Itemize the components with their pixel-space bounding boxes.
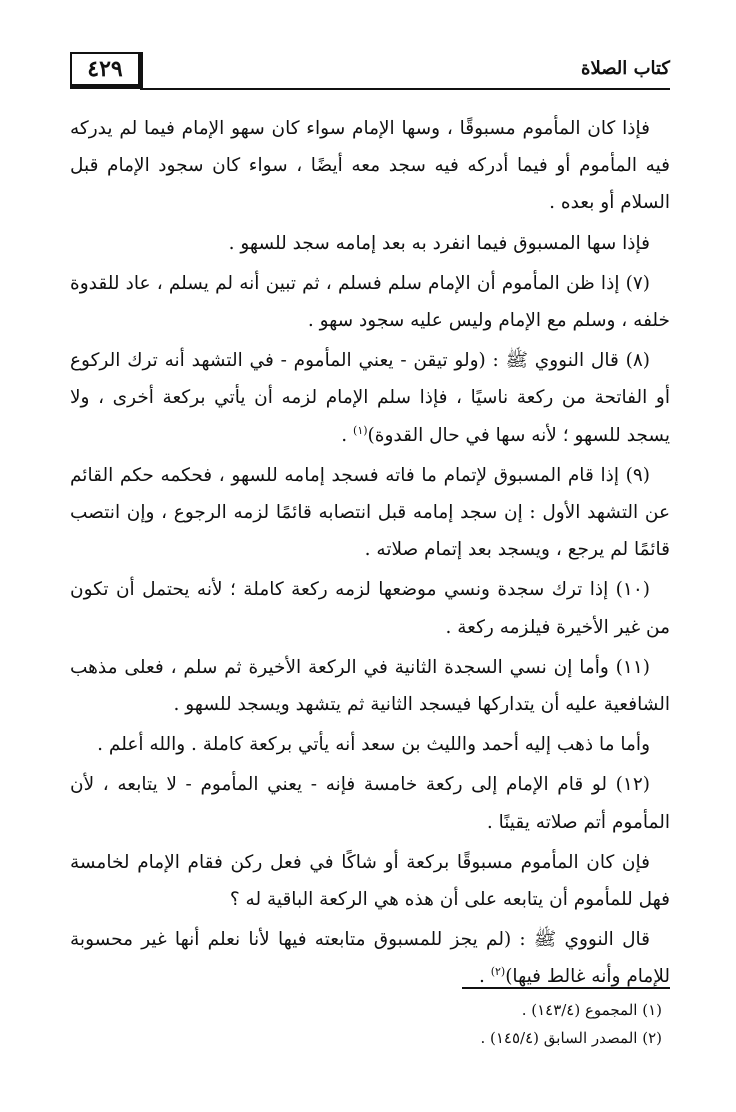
paragraph-3: (٧) إذا ظن المأموم أن الإمام سلم فسلم ، ثم تبين أنه لم يسلم ، عاد للقدوة خلفه ، وسلم مع الإمام وليس عليه سجود سهو . (70, 272, 670, 332)
paragraph-8: وأما ما ذهب إليه أحمد والليث بن سعد أنه يأتي بركعة كاملة . والله أعلم . (97, 734, 650, 756)
body-text (70, 110, 670, 999)
footnote-1: (١) المجموع (١٤٣/٤) . (521, 1001, 662, 1019)
paragraph-10: فإن كان المأموم مسبوقًا بركعة أو شاكًا في فعل ركن فقام الإمام لخامسة فهل للمأموم أن يتابعه على أن هذه هي الركعة الباقية له ؟ (70, 851, 670, 911)
footnote-2: (٢) المصدر السابق (١٤٥/٤) . (480, 1029, 662, 1047)
book-title: كتاب الصلاة (581, 58, 670, 79)
footnote-rule (462, 987, 670, 989)
paragraph-9: (١٢) لو قام الإمام إلى ركعة خامسة فإنه - يعني المأموم - لا يتابعه ، لأن المأموم أتم صلاته يقينًا . (70, 774, 670, 833)
paragraph-4: (٨) قال النووي ﷺ : (ولو تيقن - يعني المأموم - في التشهد أنه ترك الركوع أو الفاتحة من ركعة ناسيًا ، فإذا سلم الإمام لزمه أن يأتي بركعة أخرى ، ولا يسجد للسهو ؛ لأنه سها في حال القدوة)$^{(١)}$ . (70, 350, 670, 446)
page-number: ٤٢٩ (70, 52, 143, 89)
footnote-mark-1: (١) (353, 423, 368, 437)
footnote-mark-2: (٢) (490, 965, 506, 979)
paragraph-5: (٩) إذا قام المسبوق لإتمام ما فاته فسجد إمامه للسهو ، فحكمه حكم القائم عن التشهد الأول : إن سجد إمامه قبل انتصابه قائمًا لزمه الرجوع ، وإن انتصب قائمًا لم يرجع ، ويسجد بعد إتمام صلاته . (70, 464, 670, 561)
paragraph-1: فإذا كان المأموم مسبوقًا ، وسها الإمام سواء كان سهو الإمام فيما لم يدركه فيه المأموم أو فيما أدركه فيه سجد معه أيضًا ، سواء كان سجود الإمام قبل السلام أو بعده . (70, 118, 670, 214)
page-header (70, 46, 670, 96)
paragraph-2: فإذا سها المسبوق فيما انفرد به بعد إمامه سجد للسهو . (228, 232, 650, 254)
paragraph-11: قال النووي ﷺ : (لم يجز للمسبوق متابعته فيها لأنا نعلم أنها غير محسوبة للإمام وأنه غالط فيها)$^{(٢)}$ . (70, 929, 670, 988)
header-rule (140, 88, 670, 90)
paragraph-6: (١٠) إذا ترك سجدة ونسي موضعها لزمه ركعة كاملة ؛ لأنه يحتمل أن تكون من غير الأخيرة فيلزمه ركعة . (70, 579, 670, 638)
paragraph-7: (١١) وأما إن نسي السجدة الثانية في الركعة الأخيرة ثم سلم ، فعلى مذهب الشافعية عليه أن يتداركها فيسجد الثانية ثم يتشهد ويسجد للسهو . (70, 656, 670, 716)
footnotes (70, 996, 670, 1052)
